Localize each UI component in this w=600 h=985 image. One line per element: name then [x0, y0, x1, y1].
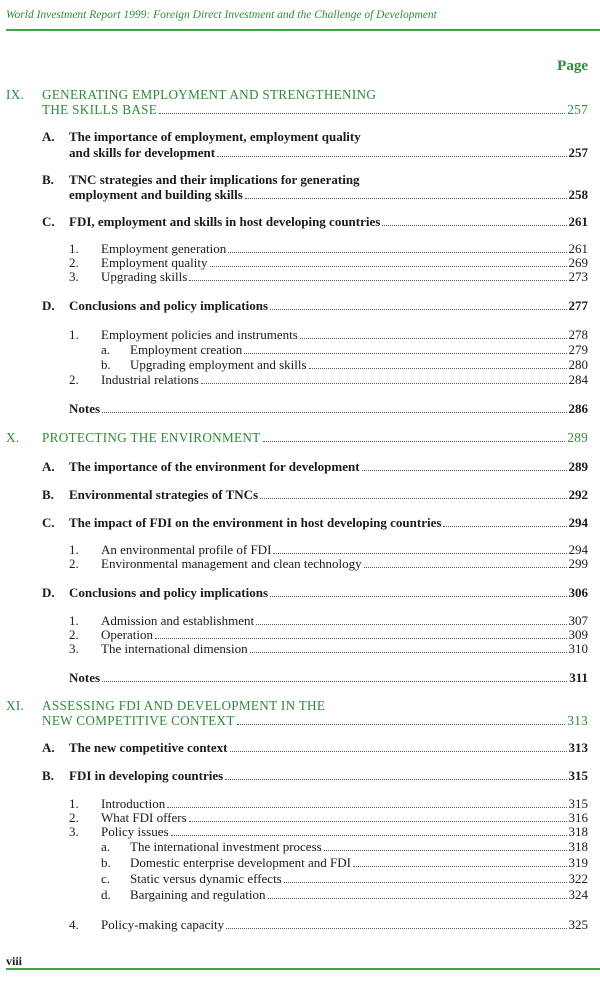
item-entry[interactable] — [101, 242, 588, 256]
section-title-cont: employment and building skills — [69, 187, 243, 202]
page-number: 269 — [568, 255, 588, 270]
section-title: FDI, employment and skills in host developing countries — [69, 214, 381, 229]
item-entry[interactable] — [101, 557, 588, 571]
item-title: Upgrading skills — [101, 269, 188, 284]
item-letter: b. — [101, 855, 111, 870]
page-number: 306 — [568, 585, 588, 600]
item-number: 1. — [69, 613, 79, 628]
page-number: 310 — [568, 641, 588, 656]
page-number: 324 — [568, 887, 588, 902]
notes-title: Notes — [69, 401, 101, 416]
item-title: What FDI offers — [101, 810, 187, 825]
page-number: 299 — [568, 556, 588, 571]
page-number: 318 — [568, 839, 588, 854]
chapter-number: X. — [6, 430, 20, 445]
section-letter: C. — [42, 515, 55, 530]
page-number: 311 — [569, 670, 588, 685]
item-number: 2. — [69, 556, 79, 571]
item-title: Operation — [101, 627, 153, 642]
section-title: Conclusions and policy implications — [69, 585, 269, 600]
chapter-title: GENERATING EMPLOYMENT AND STRENGTHENING — [42, 87, 377, 102]
chapter-title-cont: THE SKILLS BASE — [42, 102, 158, 117]
item-number: 1. — [69, 327, 79, 342]
item-number: 3. — [69, 641, 79, 656]
item-number: 4. — [69, 917, 79, 932]
page-number: 284 — [568, 372, 588, 387]
item-title: Employment creation — [130, 342, 243, 357]
section-letter: D. — [42, 298, 55, 313]
item-number: 3. — [69, 824, 79, 839]
page-number: 307 — [568, 613, 588, 628]
item-entry[interactable] — [130, 856, 588, 870]
section-letter: D. — [42, 585, 55, 600]
section-entry[interactable] — [69, 488, 588, 502]
page-number: 257 — [567, 102, 588, 117]
page-number: 315 — [568, 768, 588, 783]
notes-title: Notes — [69, 670, 101, 685]
item-letter: a. — [101, 342, 111, 357]
chapter-title: PROTECTING THE ENVIRONMENT — [42, 430, 261, 445]
page-number: 313 — [567, 713, 588, 728]
notes-entry[interactable] — [69, 402, 588, 416]
section-entry[interactable] — [69, 299, 588, 313]
section-title: Environmental strategies of TNCs — [69, 487, 259, 502]
section-entry[interactable] — [69, 516, 588, 530]
item-title: An environmental profile of FDI — [101, 542, 272, 557]
item-title: Policy issues — [101, 824, 169, 839]
footer-rule — [6, 968, 600, 970]
item-entry[interactable] — [130, 872, 588, 886]
item-number: 1. — [69, 241, 79, 256]
page-number: 279 — [568, 342, 588, 357]
section-letter: A. — [42, 129, 55, 144]
page-column-label: Page — [557, 58, 588, 74]
item-entry[interactable] — [101, 373, 588, 387]
item-entry[interactable] — [101, 797, 588, 811]
item-number: 3. — [69, 269, 79, 284]
chapter-title-cont: NEW COMPETITIVE CONTEXT — [42, 713, 235, 728]
page-number: 273 — [568, 269, 588, 284]
section-title-cont: and skills for development — [69, 145, 216, 160]
section-entry[interactable] — [69, 146, 588, 160]
chapter-title: ASSESSING FDI AND DEVELOPMENT IN THE — [42, 698, 326, 713]
chapter-entry[interactable] — [42, 431, 588, 445]
page-number: 289 — [568, 459, 588, 474]
page-number: 294 — [568, 515, 588, 530]
item-letter: a. — [101, 839, 111, 854]
item-number: 1. — [69, 542, 79, 557]
section-title: TNC strategies and their implications for generating — [69, 172, 360, 187]
item-entry[interactable] — [130, 343, 588, 357]
item-letter: d. — [101, 887, 111, 902]
item-title: Upgrading employment and skills — [130, 357, 307, 372]
item-entry[interactable] — [101, 825, 588, 839]
section-letter: A. — [42, 459, 55, 474]
section-letter: B. — [42, 172, 54, 187]
section-letter: C. — [42, 214, 55, 229]
page-number: 325 — [568, 917, 588, 932]
item-letter: b. — [101, 357, 111, 372]
page-number: 257 — [568, 145, 588, 160]
item-title: Bargaining and regulation — [130, 887, 266, 902]
page-number: 286 — [568, 401, 588, 416]
item-title: Employment generation — [101, 241, 227, 256]
item-entry[interactable] — [130, 358, 588, 372]
chapter-number: IX. — [6, 87, 25, 102]
section-title: FDI in developing countries — [69, 768, 224, 783]
item-title: Environmental management and clean technology — [101, 556, 362, 571]
page-number: 322 — [568, 871, 588, 886]
item-title: Employment quality — [101, 255, 208, 270]
item-entry[interactable] — [101, 256, 588, 270]
chapter-entry[interactable] — [42, 714, 588, 728]
page-number: 294 — [568, 542, 588, 557]
item-entry[interactable] — [101, 811, 588, 825]
chapter-number: XI. — [6, 698, 25, 713]
page-number: 319 — [568, 855, 588, 870]
item-title: The international dimension — [101, 641, 248, 656]
item-entry[interactable] — [130, 840, 588, 854]
item-title: Employment policies and instruments — [101, 327, 298, 342]
item-entry[interactable] — [101, 918, 588, 932]
item-number: 1. — [69, 796, 79, 811]
section-title: Conclusions and policy implications — [69, 298, 269, 313]
running-head: World Investment Report 1999: Foreign Direct Investment and the Challenge of Development — [6, 9, 437, 21]
page-number: 277 — [568, 298, 588, 313]
item-entry[interactable] — [130, 888, 588, 902]
item-title: Domestic enterprise development and FDI — [130, 855, 351, 870]
item-number: 2. — [69, 627, 79, 642]
item-entry[interactable] — [101, 328, 588, 342]
item-title: Static versus dynamic effects — [130, 871, 282, 886]
page-number: 318 — [568, 824, 588, 839]
page-number: 315 — [568, 796, 588, 811]
item-title: Industrial relations — [101, 372, 199, 387]
item-entry[interactable] — [101, 642, 588, 656]
chapter-entry[interactable] — [42, 103, 588, 117]
section-entry[interactable] — [69, 215, 588, 229]
item-entry[interactable] — [101, 270, 588, 284]
page-number: 258 — [568, 187, 588, 202]
page-number: 309 — [568, 627, 588, 642]
section-letter: B. — [42, 768, 54, 783]
section-entry[interactable] — [69, 769, 588, 783]
item-title: Introduction — [101, 796, 166, 811]
section-entry[interactable] — [69, 741, 588, 755]
page-number: 292 — [568, 487, 588, 502]
page-number: 278 — [568, 327, 588, 342]
notes-entry[interactable] — [69, 671, 588, 685]
page-number: 313 — [568, 740, 588, 755]
item-title: Admission and establishment — [101, 613, 255, 628]
section-title: The new competitive context — [69, 740, 228, 755]
item-letter: c. — [101, 871, 111, 886]
item-entry[interactable] — [101, 614, 588, 628]
section-title: The impact of FDI on the environment in host developing countries — [69, 515, 442, 530]
item-title: The international investment process — [130, 839, 322, 854]
section-entry[interactable] — [69, 188, 588, 202]
page-number: 316 — [568, 810, 588, 825]
page-number: 261 — [568, 214, 588, 229]
item-entry[interactable] — [101, 543, 588, 557]
item-title: Policy-making capacity — [101, 917, 225, 932]
item-number: 2. — [69, 255, 79, 270]
section-letter: B. — [42, 487, 54, 502]
section-entry[interactable] — [69, 460, 588, 474]
page-folio: viii — [6, 954, 23, 968]
page-number: 280 — [568, 357, 588, 372]
item-entry[interactable] — [101, 628, 588, 642]
section-title: The importance of the environment for development — [69, 459, 360, 474]
item-number: 2. — [69, 810, 79, 825]
section-letter: A. — [42, 740, 55, 755]
item-number: 2. — [69, 372, 79, 387]
section-title: The importance of employment, employment quality — [69, 129, 361, 144]
page-number: 261 — [568, 241, 588, 256]
section-entry[interactable] — [69, 586, 588, 600]
page-number: 289 — [567, 430, 588, 445]
